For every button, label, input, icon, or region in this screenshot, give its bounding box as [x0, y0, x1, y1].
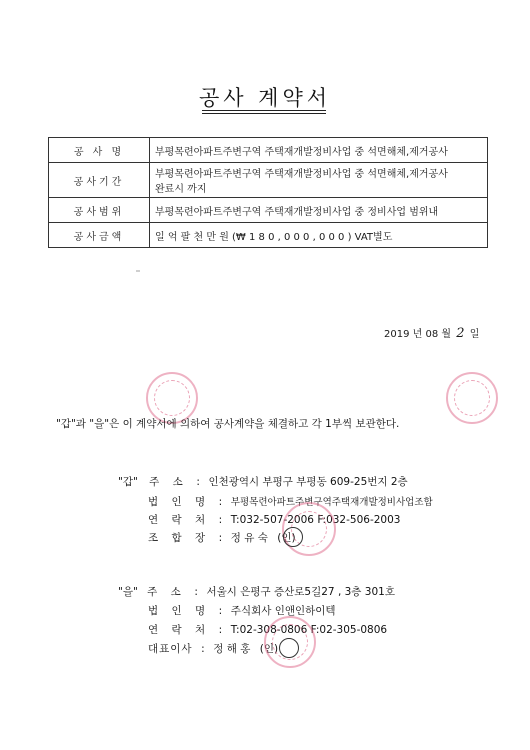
party-a-seal-mark: (인) [277, 532, 296, 544]
agreement-statement: "갑"과 "을"은 이 계약서에 의하여 공사계약을 체결하고 각 1부씩 보관한다. [56, 418, 400, 430]
label-work-name: 공 사 명 [49, 138, 150, 163]
party-a-rep: 정 유 숙 [230, 532, 268, 544]
party-b-rep: 정 해 홍 [213, 643, 251, 655]
party-a-tag: "갑" [118, 476, 138, 488]
party-a-seal-circle [283, 527, 303, 547]
table-row [49, 138, 488, 163]
party-b-seal-circle [279, 638, 299, 658]
party-b-address-label: 주 소 [147, 586, 186, 598]
party-a-corp: 부평목련아파트주변구역주택재개발정비사업조합 [230, 497, 433, 508]
party-b-contact-label: 연 락 처 [148, 624, 211, 636]
date-year: 2019 [384, 329, 410, 340]
label-work-period: 공사기간 [49, 163, 150, 198]
value-work-name: 부평목련아파트주변구역 주택재개발정비사업 중 석면해체,제거공사 [150, 138, 488, 163]
party-b-address-row: "을" 주 소 : 서울시 은평구 증산로5길27 , 3층 301호 [118, 586, 395, 598]
date-day-unit: 일 [469, 329, 480, 340]
party-b-corp-label: 법 인 명 [148, 605, 211, 617]
contract-date [384, 325, 479, 341]
value-work-period [150, 163, 488, 198]
party-a-corp-row: 법 인 명 : 부평목련아파트주변구역주택재개발정비사업조합 [148, 496, 433, 508]
title-underline-bottom [202, 113, 326, 114]
party-a-corp-label: 법 인 명 [148, 496, 211, 508]
party-a-rep-label: 조 합 장 [148, 532, 211, 544]
party-a-address: 인천광역시 부평구 부평동 609-25번지 2층 [208, 476, 408, 488]
party-b-corp-row: 법 인 명 : 주식회사 인앤인하이텍 [148, 605, 336, 617]
partial-seal-right-inner [454, 380, 490, 416]
date-month-unit: 월 [441, 329, 452, 340]
work-period-line1: 부평목련아파트주변구역 주택재개발정비사업 중 석면해체,제거공사 [155, 169, 448, 180]
work-period-line2: 완료시 까지 [155, 184, 207, 195]
party-a-address-row: "갑" 주 소 : 인천광역시 부평구 부평동 609-25번지 2층 [118, 476, 408, 488]
party-a-rep-row: 조 합 장 : 정 유 숙 (인) [148, 532, 296, 544]
table-row [49, 198, 488, 223]
party-b-tag: "을" [118, 586, 138, 598]
date-month: 08 [425, 329, 439, 340]
label-work-scope: 공사범위 [49, 198, 150, 223]
party-a-contact-row: 연 락 처 : T:032-507-2006 F:032-506-2003 [148, 514, 401, 526]
party-b-seal-mark: (인) [259, 643, 279, 655]
date-day-handwritten: 2 [456, 326, 465, 341]
contract-info-table [48, 137, 488, 248]
value-work-amount: 일 억 팔 천 만 원 (₩ 1 8 0 , 0 0 0 , 0 0 0 ) VAT별도 [150, 223, 488, 248]
title-underline-top [202, 110, 326, 111]
party-b-contact-row: 연 락 처 : T:02-308-0806 F:02-305-0806 [148, 624, 388, 636]
party-b-rep-row: 대표이사 : 정 해 홍 (인) [148, 643, 279, 655]
label-work-amount: 공사금액 [49, 223, 150, 248]
party-a-contact: T:032-507-2006 F:032-506-2003 [230, 514, 401, 526]
table-row [49, 223, 488, 248]
party-b-corp: 주식회사 인앤인하이텍 [230, 605, 336, 617]
value-work-scope: 부평목련아파트주변구역 주택재개발정비사업 중 정비사업 범위내 [150, 198, 488, 223]
scan-speck [136, 270, 140, 272]
contract-title: 공사 계약서 [198, 86, 332, 110]
table-row [49, 163, 488, 198]
party-a-contact-label: 연 락 처 [148, 514, 211, 526]
partial-seal-left-inner [154, 380, 190, 416]
party-a-address-label: 주 소 [149, 476, 188, 488]
party-b-contact: T:02-308-0806 F:02-305-0806 [230, 624, 388, 636]
date-year-unit: 년 [412, 329, 423, 340]
party-b-rep-label: 대표이사 [148, 643, 193, 655]
party-b-address: 서울시 은평구 증산로5길27 , 3층 301호 [206, 586, 395, 598]
